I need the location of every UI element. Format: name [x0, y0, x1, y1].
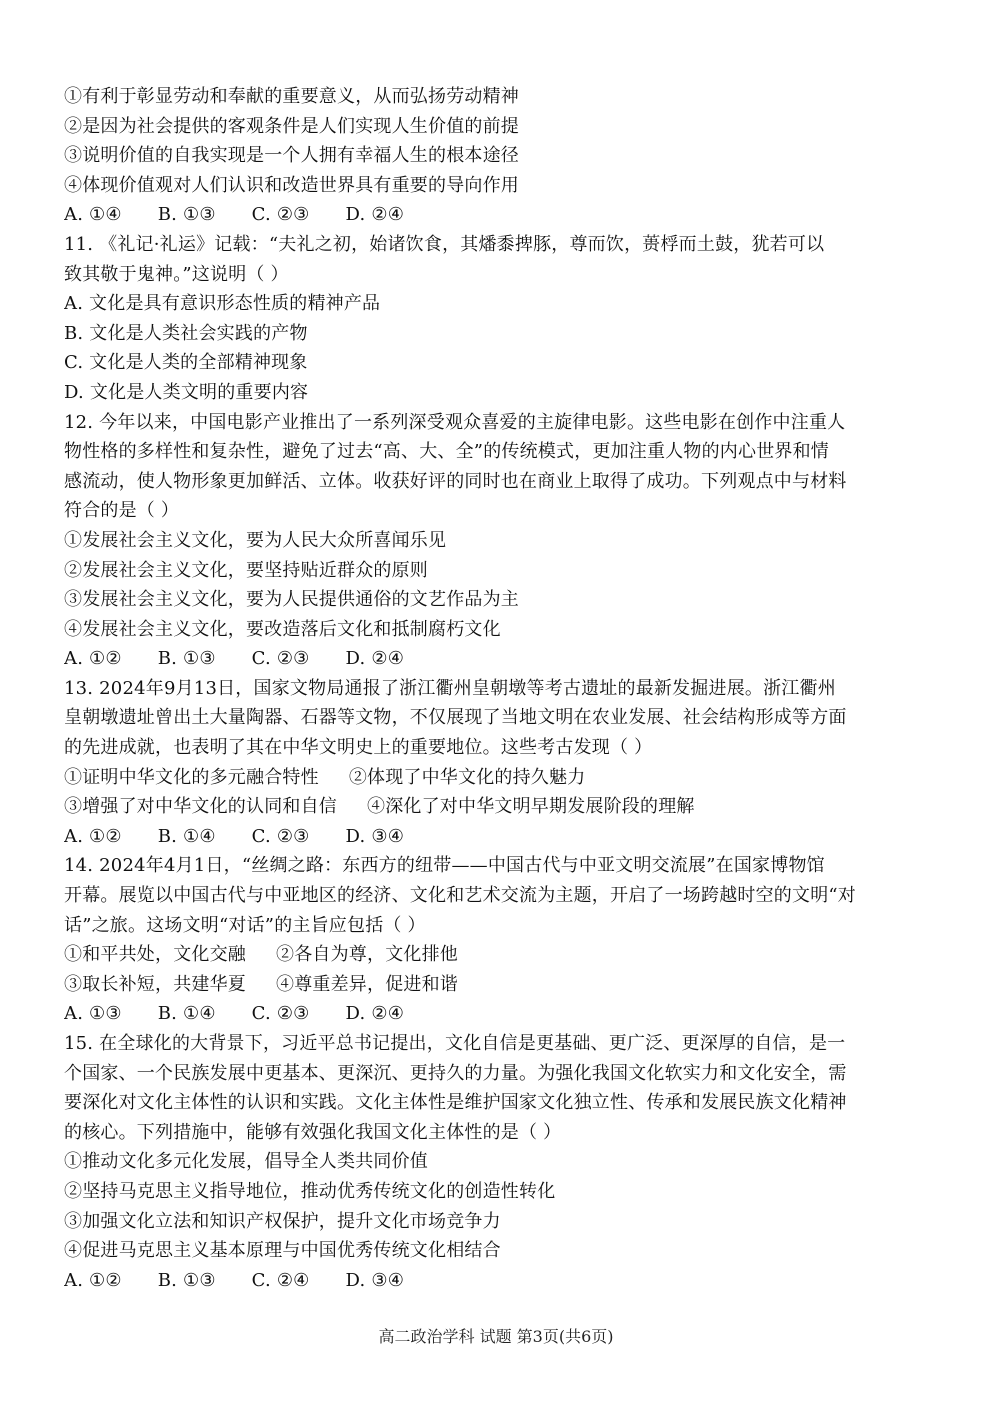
intro-option-a: A. ①④ [64, 204, 122, 226]
q12-stem-line-3: 感流动，使人物形象更加鲜活、立体。收获好评的同时也在商业上取得了成功。下列观点中与材料 [64, 470, 847, 492]
q15-stem-line-1: 15. 在全球化的大背景下，习近平总书记提出，文化自信是更基础、更广泛、更深厚的自信，是一 [64, 1033, 846, 1054]
q14-item-row-2 [64, 970, 928, 1000]
q14-item-3: ③取长补短，共建华夏 [64, 973, 246, 995]
intro-item-1: ①有利于彰显劳动和奉献的重要意义，从而弘扬劳动精神 [64, 86, 519, 107]
q15-option-a: A. ①② [64, 1269, 122, 1291]
q14-option-d: D. ②④ [345, 1003, 405, 1025]
q14-item-2: ②各自为尊，文化排他 [276, 944, 458, 966]
q12-item-2: ②发展社会主义文化，要坚持贴近群众的原则 [64, 559, 428, 581]
q15-item-1: ①推动文化多元化发展，倡导全人类共同价值 [64, 1151, 428, 1173]
intro-option-d: D. ②④ [345, 204, 405, 226]
q13-stem-line-3: 的先进成就，也表明了其在中华文明史上的重要地位。这些考古发现（ ） [64, 737, 653, 759]
q13-item-row-2 [64, 792, 928, 822]
q12-item-1: ①发展社会主义文化，要为人民大众所喜闻乐见 [64, 529, 447, 551]
q12-option-a: A. ①② [64, 648, 122, 670]
q11-stem-line-2: 致其敬于鬼神。”这说明（ ） [64, 263, 289, 285]
q12-stem-line-2: 物性格的多样性和复杂性，避免了过去“高、大、全”的传统模式，更加注重人物的内心世界和情 [64, 441, 829, 463]
q11-choice-b: B. 文化是人类社会实践的产物 [64, 322, 308, 344]
q15-item-4: ④促进马克思主义基本原理与中国优秀传统文化相结合 [64, 1240, 501, 1262]
q13-item-row-1 [64, 763, 928, 793]
q15-stem-line-3: 要深化对文化主体性的认识和实践。文化主体性是维护国家文化独立性、传承和发展民族文化精神 [64, 1092, 847, 1114]
q12-stem-line-1: 12. 今年以来，中国电影产业推出了一系列深受观众喜爱的主旋律电影。这些电影在创作中注重人 [64, 411, 846, 433]
q14-stem-line-3: 话”之旅。这场文明“对话”的主旨应包括（ ） [64, 914, 426, 936]
q11-stem-line-1: 11. 《礼记·礼运》记载：“夫礼之初，始诸饮食，其燔黍捭豚，尊而饮，蒉桴而土鼓，犹若可以 [64, 233, 825, 255]
q12-item-3: ③发展社会主义文化，要为人民提供通俗的文艺作品为主 [64, 589, 519, 611]
q13-option-c: C. ②③ [251, 825, 310, 847]
q15-item-2: ②坚持马克思主义指导地位，推动优秀传统文化的创造性转化 [64, 1180, 556, 1202]
q12-option-c: C. ②③ [251, 648, 310, 670]
q14-options [64, 999, 928, 1029]
q13-stem-line-1: 13. 2024年9月13日，国家文物局通报了浙江衢州皇朝墩等考古遗址的最新发掘进展。浙江衢州 [64, 677, 836, 699]
q14-stem-line-1: 14. 2024年4月1日，“丝绸之路：东西方的纽带——中国古代与中亚文明交流展”在国家博物馆 [64, 855, 825, 877]
intro-option-c: C. ②③ [251, 204, 310, 226]
q11-choice-d: D. 文化是人类文明的重要内容 [64, 381, 309, 403]
q12-stem-line-4: 符合的是（ ） [64, 500, 180, 522]
intro-item-3: ③说明价值的自我实现是一个人拥有幸福人生的根本途径 [64, 145, 519, 167]
q15-stem-line-4: 的核心。下列措施中，能够有效强化我国文化主体性的是（ ） [64, 1121, 562, 1143]
q15-item-3: ③加强文化立法和知识产权保护，提升文化市场竞争力 [64, 1210, 501, 1232]
intro-item-4: ④体现价值观对人们认识和改造世界具有重要的导向作用 [64, 174, 519, 196]
q14-stem-line-2: 开幕。展览以中国古代与中亚地区的经济、文化和艺术交流为主题，开启了一场跨越时空的文明“对 [64, 885, 856, 907]
q13-option-d: D. ③④ [345, 825, 405, 847]
q13-options [64, 822, 928, 852]
q13-stem-line-2: 皇朝墩遗址曾出土大量陶器、石器等文物，不仅展现了当地文明在农业发展、社会结构形成等方面 [64, 707, 847, 729]
intro-options [64, 200, 928, 230]
q14-option-c: C. ②③ [251, 1003, 310, 1025]
q13-option-a: A. ①② [64, 825, 122, 847]
q11-choice-c: C. 文化是人类的全部精神现象 [64, 352, 308, 374]
q12-item-4: ④发展社会主义文化，要改造落后文化和抵制腐朽文化 [64, 618, 501, 640]
intro-option-b: B. ①③ [157, 204, 216, 226]
intro-item-2: ②是因为社会提供的客观条件是人们实现人生价值的前提 [64, 115, 519, 137]
q14-option-a: A. ①③ [64, 1003, 122, 1025]
q13-option-b: B. ①④ [157, 825, 216, 847]
q13-item-1: ①证明中华文化的多元融合特性 [64, 766, 319, 788]
q13-item-3: ③增强了对中华文化的认同和自信 [64, 796, 337, 818]
q14-item-4: ④尊重差异，促进和谐 [276, 973, 458, 995]
q13-item-2: ②体现了中华文化的持久魅力 [348, 766, 586, 788]
exam-content [64, 82, 928, 1295]
q13-item-4: ④深化了对中华文明早期发展阶段的理解 [367, 796, 695, 818]
q11-choice-a: A. 文化是具有意识形态性质的精神产品 [64, 293, 381, 315]
q15-stem-line-2: 个国家、一个民族发展中更基本、更深沉、更持久的力量。为强化我国文化软实力和文化安全，需 [64, 1062, 847, 1084]
page-footer: 高二政治学科 试题 第3页(共6页) [378, 1327, 614, 1346]
q12-option-d: D. ②④ [345, 648, 405, 670]
q12-options [64, 644, 928, 674]
q15-option-c: C. ②④ [251, 1269, 310, 1291]
q15-option-b: B. ①③ [157, 1269, 216, 1291]
q14-item-1: ①和平共处，文化交融 [64, 944, 246, 966]
q15-option-d: D. ③④ [345, 1269, 405, 1291]
q15-options [64, 1266, 928, 1296]
q12-option-b: B. ①③ [157, 648, 216, 670]
q14-item-row-1 [64, 940, 928, 970]
q14-option-b: B. ①④ [157, 1003, 216, 1025]
